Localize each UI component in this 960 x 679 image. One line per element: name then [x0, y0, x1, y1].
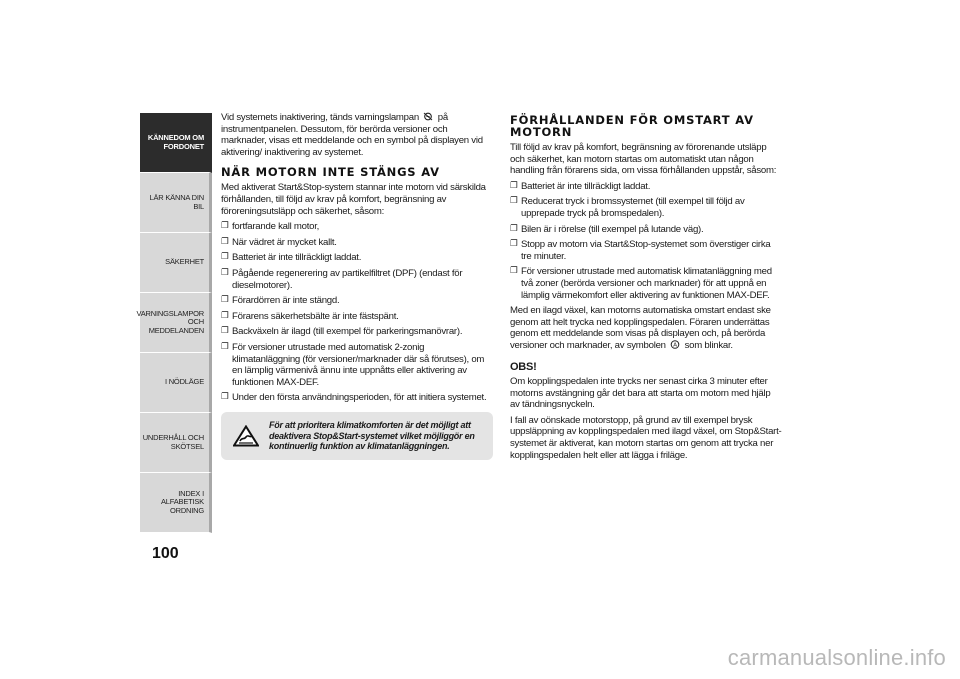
- list-item: ❐ För versioner utrustade med automatisk klimatanläggning med två zoner (berörda versioner och marknader) för att uppnå en lämplig värmekomfort eller aktivering av funktionen MAX-DEF.: [510, 266, 782, 301]
- tab-varningslampor[interactable]: [136, 293, 212, 353]
- tab-label: SÄKERHET: [165, 257, 204, 267]
- watermark: carmanualsonline.info: [727, 645, 946, 670]
- tab-label: I NÖDLÄGE: [164, 377, 204, 387]
- list-item: ❐ När vädret är mycket kallt.: [221, 237, 493, 249]
- section-heading: NÄR MOTORN INTE STÄNGS AV: [221, 165, 440, 180]
- section-paragraph: Till följd av krav på komfort, begränsning av förorenande utsläpp och säkerhet, kan motorn startas om automatiskt utan någon handling från förarens sida, om vissa förhållanden uppstår, såsom:: [510, 142, 777, 177]
- list-item: ❐ Under den första användningsperioden, för att initiera systemet.: [221, 392, 493, 404]
- warning-text: För att prioritera klimatkomforten är det möjligt att deaktivera Stop&Start-systemet vilket möjliggör en kontinuerlig funktion av klimatanläggningen.: [269, 419, 475, 452]
- right-column: [510, 112, 782, 465]
- tab-label: UNDERHÅLL OCH SKÖTSEL: [142, 432, 204, 451]
- tab-label: INDEX I ALFABETISK ORDNING: [160, 488, 204, 515]
- gear-restart-text-start: Med en ilagd växel, kan motorns automatiska omstart endast ske genom att helt trycka ned kopplingspedalen. Föraren underrättas genom ett meddelande som visas på displayen och, på berörda versioner och marknader, av symbolen: [510, 305, 771, 351]
- list-item: ❐ Backväxeln är ilagd (till exempel för parkeringsmanövrar).: [221, 326, 493, 338]
- list-item: ❐ Förarens säkerhetsbälte är inte fästspänt.: [221, 311, 493, 323]
- section-paragraph: Med aktiverat Start&Stop-system stannar inte motorn vid särskilda förhållanden, till följd av krav på komfort, begränsning av föroreningsutsläpp och säkerhet, såsom:: [221, 182, 486, 217]
- left-column: [221, 112, 493, 460]
- tab-index[interactable]: [140, 473, 212, 533]
- gear-restart-paragraph: [510, 305, 782, 351]
- start-stop-symbol-icon: [670, 340, 680, 349]
- list-item: ❐ Stopp av motorn via Start&Stop-systemet som överstiger cirka tre minuter.: [510, 239, 782, 262]
- conditions-list: [221, 221, 493, 404]
- intro-paragraph: [221, 112, 493, 158]
- list-item: ❐ fortfarande kall motor,: [221, 221, 493, 233]
- tab-kannedom-om-fordonet[interactable]: [140, 113, 212, 173]
- warning-triangle-icon: [233, 425, 259, 447]
- note-paragraph: I fall av oönskade motorstopp, på grund av till exempel brysk uppsläppning av kopplingspedalen med ilagd växel, om Stop&Start-systemet är aktiverat, kan motorn startas om genom att trycka ner kopplingspedalen helt eller att lägga i friläge.: [510, 414, 782, 461]
- tab-sakerhet[interactable]: [140, 233, 212, 293]
- section-heading: FÖRHÅLLANDEN FÖR OMSTART AV MOTORN: [510, 113, 754, 139]
- svg-text:A: A: [673, 342, 677, 349]
- list-item: ❐ Förardörren är inte stängd.: [221, 295, 493, 307]
- tab-label: LÄR KÄNNA DIN BIL: [149, 192, 204, 211]
- list-item: ❐ För versioner utrustade med automatisk 2-zonig klimatanläggning (för versioner/marknader där så förutses), om en lämplig värmenivå ännu inte uppnåtts eller aktivering av funktionen MAX-DEF.: [221, 342, 493, 388]
- list-item: ❐ Pågående regenerering av partikelfiltret (DPF) (endast för dieselmotorer).: [221, 268, 493, 291]
- tab-lar-kanna-din-bil[interactable]: [140, 173, 212, 233]
- list-item: ❐ Batteriet är inte tillräckligt laddat.: [510, 181, 782, 193]
- page-number: 100: [152, 545, 179, 562]
- tab-label: KÄNNEDOM OM FORDONET: [147, 132, 204, 151]
- gear-restart-text-end: som blinkar.: [684, 339, 733, 351]
- restart-conditions-list: [510, 181, 782, 301]
- list-item: ❐ Reducerat tryck i bromssystemet (till exempel till följd av upprepade tryck på bromspedalen).: [510, 196, 782, 219]
- list-item: ❐ Bilen är i rörelse (till exempel på lutande väg).: [510, 224, 782, 236]
- note-paragraph: Om kopplingspedalen inte trycks ner senast cirka 3 minuter efter motorns avstängning går det bara att starta om motorn med hjälp av tändningsnyckeln.: [510, 376, 771, 411]
- tab-label: VARNINGSLAMPOR OCH MEDDELANDEN: [136, 308, 204, 335]
- tab-underhall-och-skotsel[interactable]: [140, 413, 212, 473]
- chapter-sidebar: [136, 113, 212, 533]
- intro-text-end: på instrumentpanelen. Dessutom, för berörda versioner och marknader, visas ett meddelande och en symbol på displayen vid aktivering/ inaktivering av systemet.: [221, 112, 483, 158]
- start-stop-off-warning-icon: [423, 112, 433, 121]
- tab-i-nodlage[interactable]: [140, 353, 212, 413]
- note-heading: OBS!: [510, 360, 537, 373]
- warning-box: [221, 412, 493, 460]
- intro-text-start: Vid systemets inaktivering, tänds varningslampan: [221, 112, 419, 123]
- list-item: ❐ Batteriet är inte tillräckligt laddat.: [221, 252, 493, 264]
